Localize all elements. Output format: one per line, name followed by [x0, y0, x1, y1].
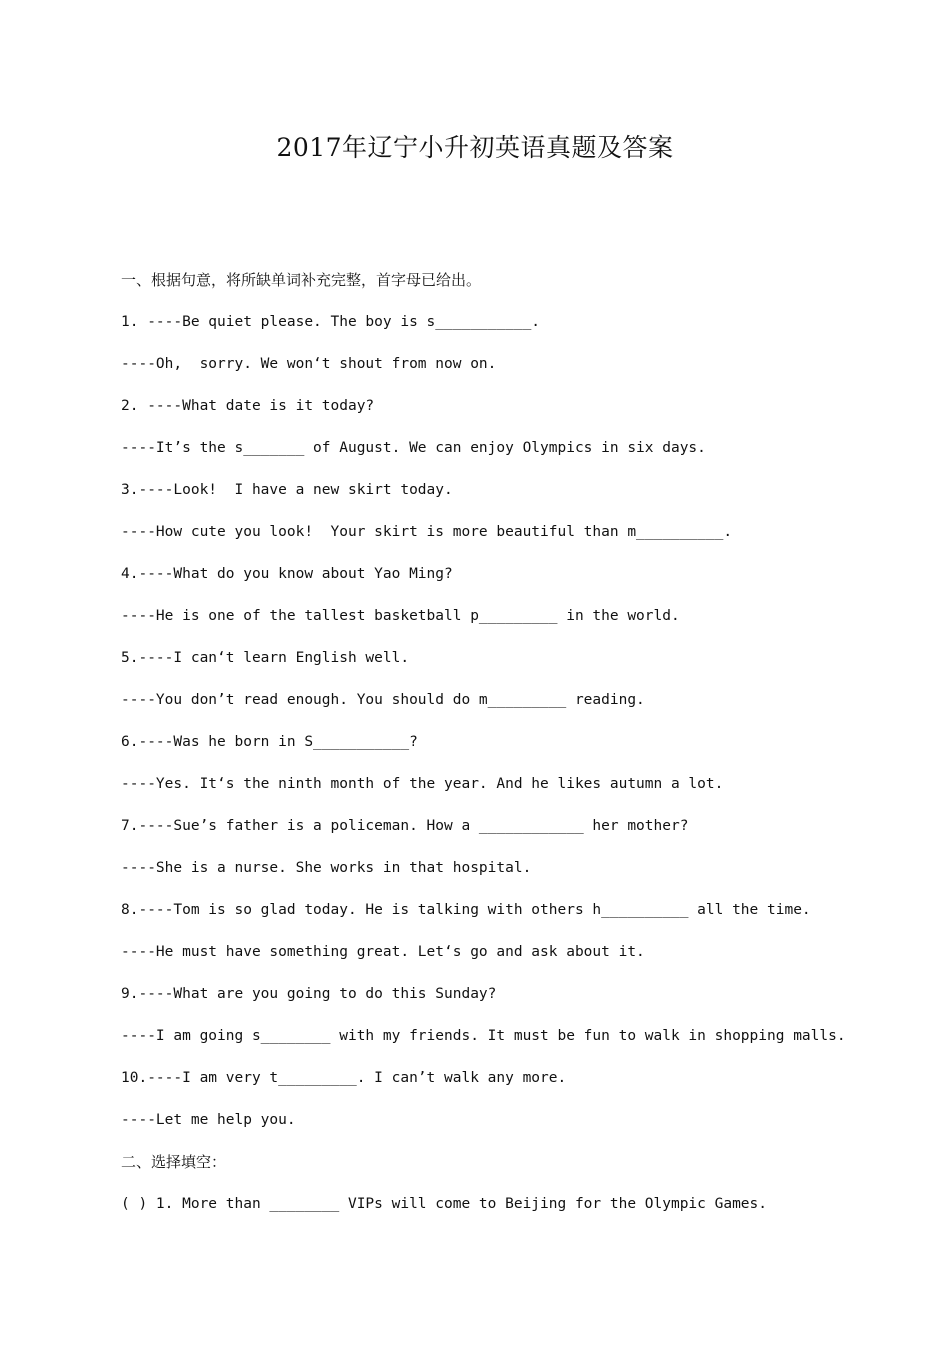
q10-line: 10.----I am very t_________. I can’t walk any more. [121, 1070, 567, 1086]
q8-line: 8.----Tom is so glad today. He is talking with others h__________ all the time. [121, 902, 811, 918]
q4-response-line: ----He is one of the tallest basketball p_________ in the world. [121, 608, 680, 624]
q6-response-line: ----Yes. It‘s the ninth month of the year. And he likes autumn a lot. [121, 776, 724, 792]
q8-response-line: ----He must have something great. Let‘s go and ask about it. [121, 944, 645, 960]
q10-response-line: ----Let me help you. [121, 1112, 296, 1128]
q7-response-line: ----She is a nurse. She works in that hospital. [121, 860, 532, 876]
q2-line: 2. ----What date is it today? [121, 398, 375, 414]
q2-response-line: ----It’s the s_______ of August. We can enjoy Olympics in six days. [121, 440, 706, 456]
q1-response-line: ----Oh, sorry. We won‘t shout from now on. [121, 356, 497, 372]
q6-line: 6.----Was he born in S___________? [121, 734, 418, 750]
document-title: 2017年辽宁小升初英语真题及答案 [276, 133, 674, 162]
q3-line: 3.----Look! I have a new skirt today. [121, 482, 453, 498]
q9-response-line: ----I am going s________ with my friends. It must be fun to walk in shopping malls. [121, 1028, 846, 1044]
q1-line: 1. ----Be quiet please. The boy is s___________. [121, 314, 541, 330]
q7-line: 7.----Sue’s father is a policeman. How a ____________ her mother? [121, 818, 689, 834]
section2-heading: 二、选择填空： [121, 1153, 227, 1171]
q5-response-line: ----You don’t read enough. You should do m_________ reading. [121, 692, 645, 708]
section1-heading: 一、根据句意，将所缺单词补充完整，首字母已给出。 [121, 271, 482, 289]
q9-line: 9.----What are you going to do this Sunday? [121, 986, 497, 1002]
choice-q1-line: ( ) 1. More than ________ VIPs will come to Beijing for the Olympic Games. [121, 1196, 768, 1212]
q3-response-line: ----How cute you look! Your skirt is more beautiful than m__________. [121, 524, 733, 540]
q4-line: 4.----What do you know about Yao Ming? [121, 566, 453, 582]
q5-line: 5.----I can‘t learn English well. [121, 650, 410, 666]
